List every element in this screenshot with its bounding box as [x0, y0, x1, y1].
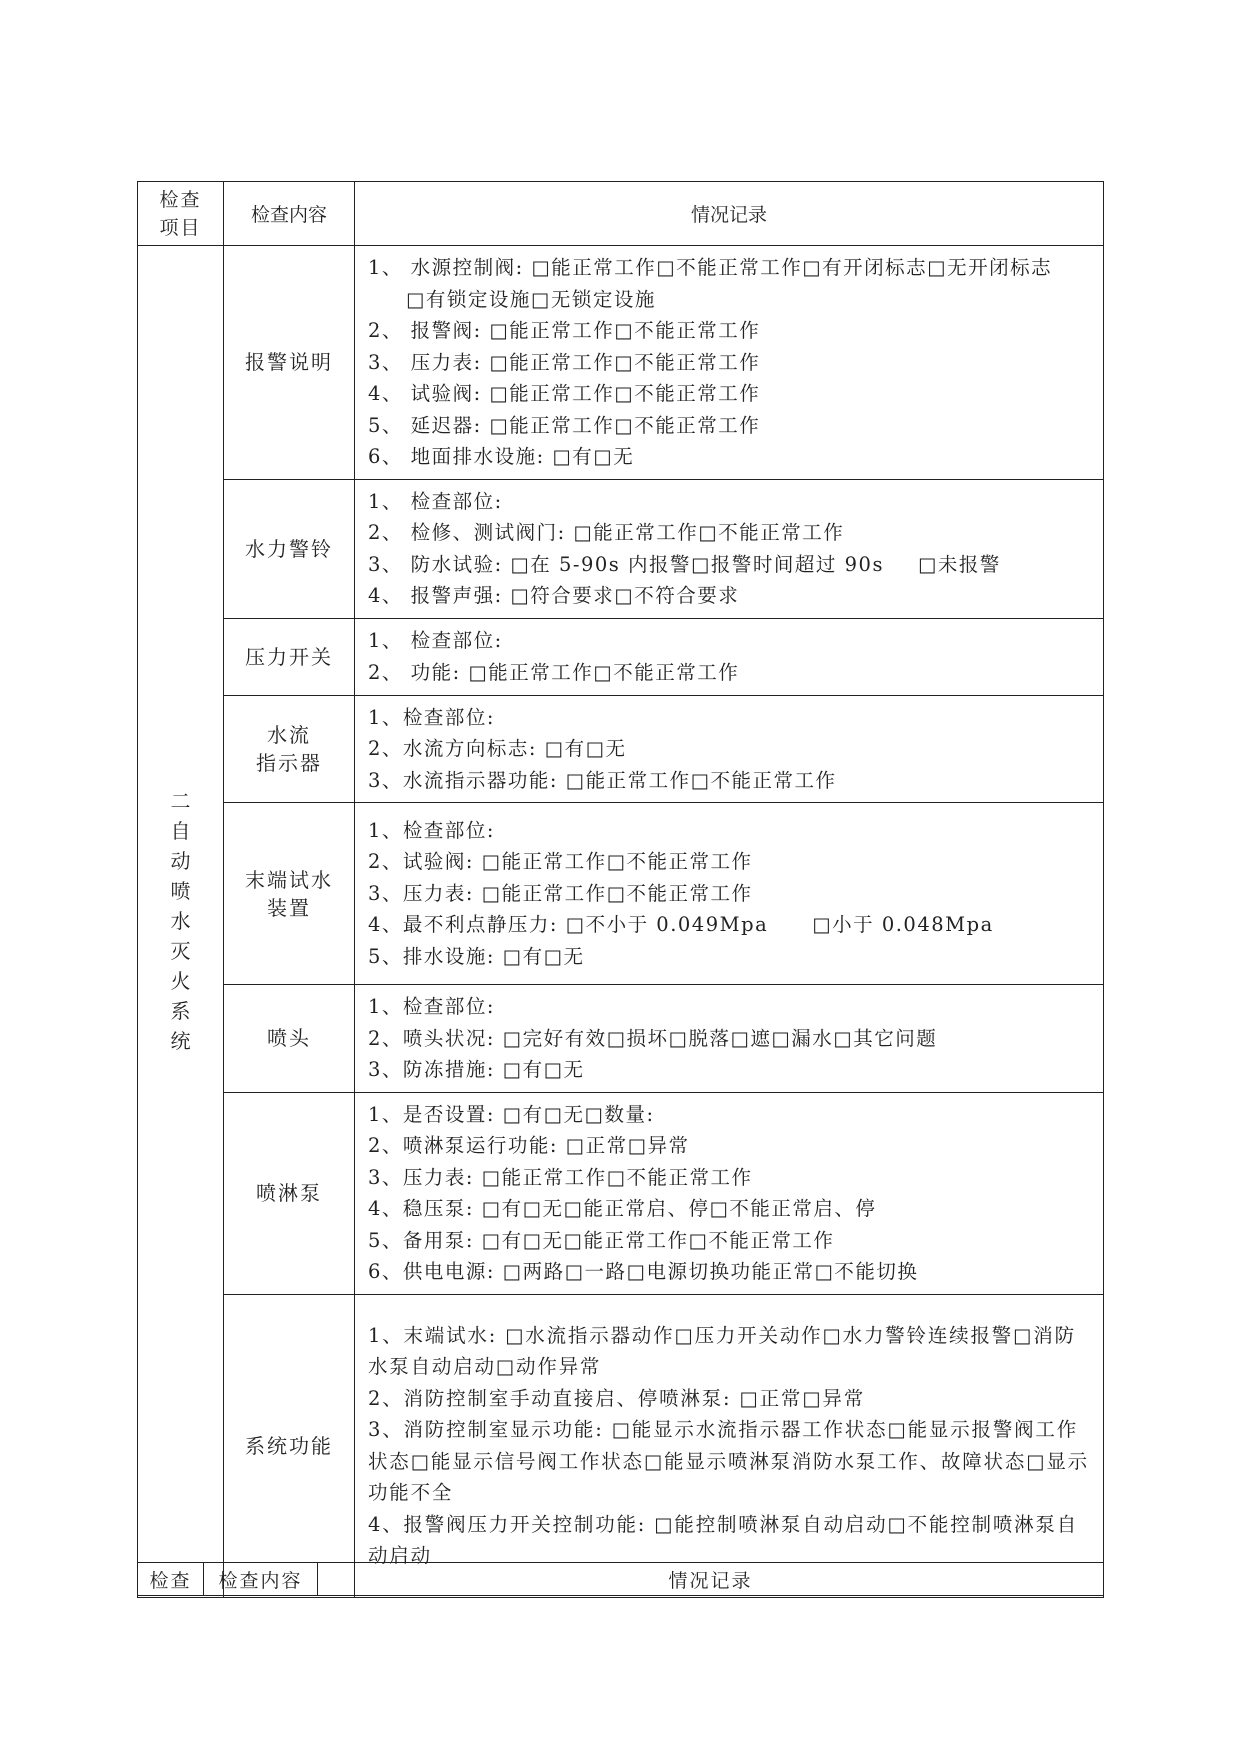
record-line: 2、 报警阀: □能正常工作□不能正常工作: [368, 319, 761, 342]
record-line: 3、 防水试验: □在 5-90s 内报警□报警时间超过 90s □未报警: [368, 552, 1001, 576]
item-alarm-description: 报警说明: [224, 246, 355, 480]
record-line: 2、水流方向标志: □有□无: [368, 737, 627, 760]
record-line: 4、稳压泵: □有□无□能正常启、停□不能正常启、停: [368, 1197, 877, 1220]
next-page-table-header: [137, 1562, 1104, 1596]
record-line: 1、末端试水: □水流指示器动作□压力开关动作□水力警铃连续报警□消防水泵自动启动□动作异常: [368, 1323, 1076, 1378]
item-sprinkler-head: 喷头: [224, 985, 355, 1093]
item-pressure-switch: 压力开关: [224, 618, 355, 695]
record-line: 4、 报警声强: □符合要求□不符合要求: [368, 584, 740, 607]
record-sprinkler-pump: [355, 1092, 1104, 1294]
table-header-row: [138, 1563, 1104, 1596]
record-system-function: [355, 1294, 1104, 1597]
table-row: [138, 695, 1104, 803]
header-check-content: 检查内容: [204, 1563, 318, 1596]
table-row: [138, 1092, 1104, 1294]
record-line: 3、压力表: □能正常工作□不能正常工作: [368, 881, 753, 905]
record-sprinkler-head: [355, 985, 1104, 1093]
record-line: 1、检查部位:: [368, 818, 495, 842]
record-line: 5、备用泵: □有□无□能正常工作□不能正常工作: [368, 1228, 835, 1252]
record-line: 3、压力表: □能正常工作□不能正常工作: [368, 1165, 753, 1189]
record-line: 1、 检查部位:: [368, 629, 503, 652]
record-line: 2、喷淋泵运行功能: □正常□异常: [368, 1134, 690, 1157]
record-line: 4、最不利点静压力: □不小于 0.049Mpa □小于 0.048Mpa: [368, 913, 994, 937]
table-header-row: [138, 182, 1104, 246]
record-line: 4、报警阀压力开关控制功能: □能控制喷淋泵自动启动□不能控制喷淋泵自动启动: [368, 1512, 1079, 1567]
header-check-content: 检查内容: [224, 182, 355, 246]
header-record: 情况记录: [318, 1563, 1104, 1596]
record-line: 2、喷头状况: □完好有效□损坏□脱落□遮□漏水□其它问题: [368, 1026, 938, 1050]
header-record: 情况记录: [355, 182, 1104, 246]
item-system-function: 系统功能: [224, 1294, 355, 1597]
record-line: 1、 检查部位:: [368, 489, 503, 513]
record-line: 1、 水源控制阀: □能正常工作□不能正常工作□有开闭标志□无开闭标志: [368, 256, 1053, 279]
record-line: 1、检查部位:: [368, 705, 495, 729]
record-line: 6、供电电源: □两路□一路□电源切换功能正常□不能切换: [368, 1260, 919, 1283]
table-row: [138, 985, 1104, 1093]
header-check-item: 检查项目: [138, 182, 224, 246]
record-line: 3、 压力表: □能正常工作□不能正常工作: [368, 350, 761, 374]
record-water-flow-indicator: [355, 695, 1104, 803]
inspection-table: [137, 181, 1104, 1598]
record-line: 5、 延迟器: □能正常工作□不能正常工作: [368, 413, 761, 437]
record-line: 3、消防控制室显示功能: □能显示水流指示器工作状态□能显示报警阀工作状态□能显示信号阀工作状态□能显示喷淋泵消防水泵工作、故障状态□显示功能不全: [368, 1418, 1089, 1504]
table-row: [138, 803, 1104, 985]
record-water-alarm-bell: [355, 479, 1104, 618]
record-end-test-device: [355, 803, 1104, 985]
header-check-item: 检查: [138, 1563, 204, 1596]
record-line: 5、排水设施: □有□无: [368, 944, 585, 968]
table-row: [138, 1294, 1104, 1597]
item-sprinkler-pump: 喷淋泵: [224, 1092, 355, 1294]
item-water-flow-indicator: 水流 指示器: [224, 695, 355, 803]
item-water-alarm-bell: 水力警铃: [224, 479, 355, 618]
item-end-test-device: 末端试水 装置: [224, 803, 355, 985]
category-label: 二自动喷水灭火系统: [170, 789, 191, 1054]
category-cell: [138, 246, 224, 1598]
record-line: 4、 试验阀: □能正常工作□不能正常工作: [368, 382, 761, 405]
record-line: 2、消防控制室手动直接启、停喷淋泵: □正常□异常: [368, 1386, 866, 1410]
record-line: 1、检查部位:: [368, 995, 495, 1018]
record-alarm-description: [355, 246, 1104, 480]
record-line: 1、是否设置: □有□无□数量:: [368, 1102, 655, 1126]
table-row: [138, 479, 1104, 618]
record-line: 3、水流指示器功能: □能正常工作□不能正常工作: [368, 768, 837, 792]
table-row: [138, 246, 1104, 480]
record-line: 6、 地面排水设施: □有□无: [368, 445, 635, 468]
record-pressure-switch: [355, 618, 1104, 695]
record-line: □有锁定设施□无锁定设施: [406, 287, 656, 311]
record-line: 2、试验阀: □能正常工作□不能正常工作: [368, 850, 753, 874]
record-line: 3、防冻措施: □有□无: [368, 1058, 585, 1081]
record-line: 2、 检修、测试阀门: □能正常工作□不能正常工作: [368, 521, 845, 544]
table-row: [138, 618, 1104, 695]
record-line: 2、 功能: □能正常工作□不能正常工作: [368, 660, 740, 684]
